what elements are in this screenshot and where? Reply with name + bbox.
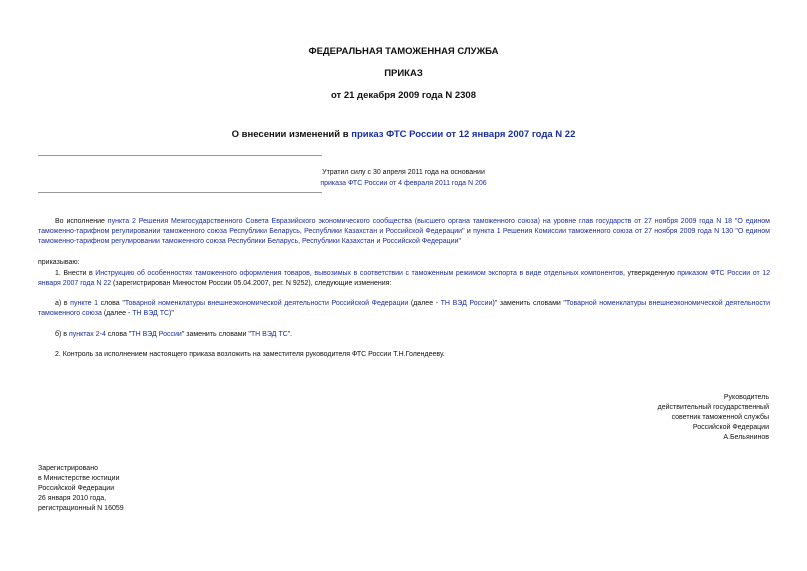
signature-line-1: Руководитель <box>723 394 769 401</box>
signature-line-4: Российской Федерации <box>692 424 769 431</box>
item-a-link-4[interactable]: Товарной номенклатуры внешнеэкономической деятельности таможенного союза <box>38 300 770 317</box>
status-link[interactable]: приказа ФТС России от 4 февраля 2011 года N 206 <box>320 180 487 187</box>
doc-type-heading: ПРИКАЗ <box>384 68 423 79</box>
item-a-link-5[interactable]: ТН ВЭД ТС <box>132 310 170 317</box>
preamble-paragraph <box>38 217 770 247</box>
item-a-text-4: )" заменить словами " <box>492 300 566 307</box>
doc-title-prefix: О внесении изменений в <box>231 129 352 140</box>
item-b-link-3[interactable]: ТН ВЭД ТС <box>250 331 288 338</box>
registration-block <box>38 464 238 514</box>
doc-date-heading: от 21 декабря 2009 года N 2308 <box>330 90 476 101</box>
item-a-link-2[interactable]: Товарной номенклатуры внешнеэкономической деятельности Российской Федерации <box>124 300 409 307</box>
item-b-text-4: ". <box>287 331 293 338</box>
item-b-paragraph <box>38 330 770 340</box>
item1-link-order[interactable]: приказом ФТС России от 12 января 2007 года N 22 <box>38 270 771 287</box>
item-a-text-1: а) в <box>55 300 71 307</box>
item-a-paragraph <box>38 299 770 319</box>
item-a-link-1[interactable]: пункте 1 <box>70 300 98 307</box>
signature-block <box>569 393 769 443</box>
status-line: Утратил силу с 30 апреля 2011 года на основании <box>322 169 485 176</box>
item2-paragraph: 2. Контроль за исполнением настоящего приказа возложить на заместителя руководителя ФТС России Т.Н.Голендееву. <box>55 351 445 358</box>
registration-line-5: регистрационный N 16059 <box>38 505 124 512</box>
item1-text-2: , утвержденную <box>622 270 678 277</box>
item-b-link-2[interactable]: ТН ВЭД России <box>131 331 182 338</box>
signature-line-2: действительный государственный <box>657 404 769 411</box>
item-b-text-3: " заменить словами " <box>181 331 251 338</box>
item-a-text-5: (далее - <box>101 310 133 317</box>
item-a-text-2: слова " <box>98 300 125 307</box>
item-b-text-1: б) в <box>55 331 69 338</box>
status-rule-top <box>38 155 322 156</box>
signature-name: А.Бельянинов <box>723 434 769 441</box>
registration-line-3: Российской Федерации <box>38 485 115 492</box>
order-word: приказываю: <box>38 259 80 266</box>
registration-line-4: 26 января 2010 года, <box>38 495 107 502</box>
agency-heading: ФЕДЕРАЛЬНАЯ ТАМОЖЕННАЯ СЛУЖБА <box>308 46 499 57</box>
doc-title-link[interactable]: приказ ФТС России от 12 января 2007 года N 22 <box>351 129 576 140</box>
item-a-text-6: )" <box>169 310 174 317</box>
preamble-link-1[interactable]: пункта 2 Решения Межгосударственного Совета Евразийского экономического сообщества (высшего органа таможенного союза) на уровне глав государств от 27 ноября 2009 года N 18 "О едином таможенно-тарифном регулировании таможенного союза Республики Беларусь, Республики Казахстан и Российской Федерации" <box>38 218 770 235</box>
preamble-text-1: Во исполнение <box>55 218 108 225</box>
item-b-link-1[interactable]: пунктах 2-4 <box>68 331 106 338</box>
status-rule-bottom <box>38 192 322 193</box>
item1-link-instruction[interactable]: Инструкцию об особенностях таможенного оформления товаров, вывозимых в соответствии с таможенным режимом экспорта в виде отдельных компонентов <box>95 270 623 277</box>
preamble-link-2[interactable]: пункта 1 Решения Комиссии таможенного союза от 27 ноября 2009 года N 130 "О едином таможенно-тарифном регулировании таможенного союза Республики Беларусь, Республики Казахстан и Российской Федерации" <box>38 228 770 245</box>
signature-line-3: советник таможенной службы <box>671 414 769 421</box>
preamble-text-2: и <box>464 228 474 235</box>
item1-paragraph <box>38 269 770 289</box>
item-b-text-2: слова " <box>105 331 132 338</box>
registration-line-1: Зарегистрировано <box>38 465 98 472</box>
item1-text-3: (зарегистрирован Минюстом России 05.04.2007, рег. N 9252), следующие изменения: <box>111 280 392 287</box>
item-a-link-3[interactable]: ТН ВЭД России <box>440 300 493 307</box>
registration-line-2: в Министерстве юстиции <box>38 475 120 482</box>
status-link-line <box>0 179 807 189</box>
doc-title <box>0 129 807 140</box>
item-a-text-3: (далее - <box>408 300 441 307</box>
item1-text-1: 1. Внести в <box>55 270 96 277</box>
